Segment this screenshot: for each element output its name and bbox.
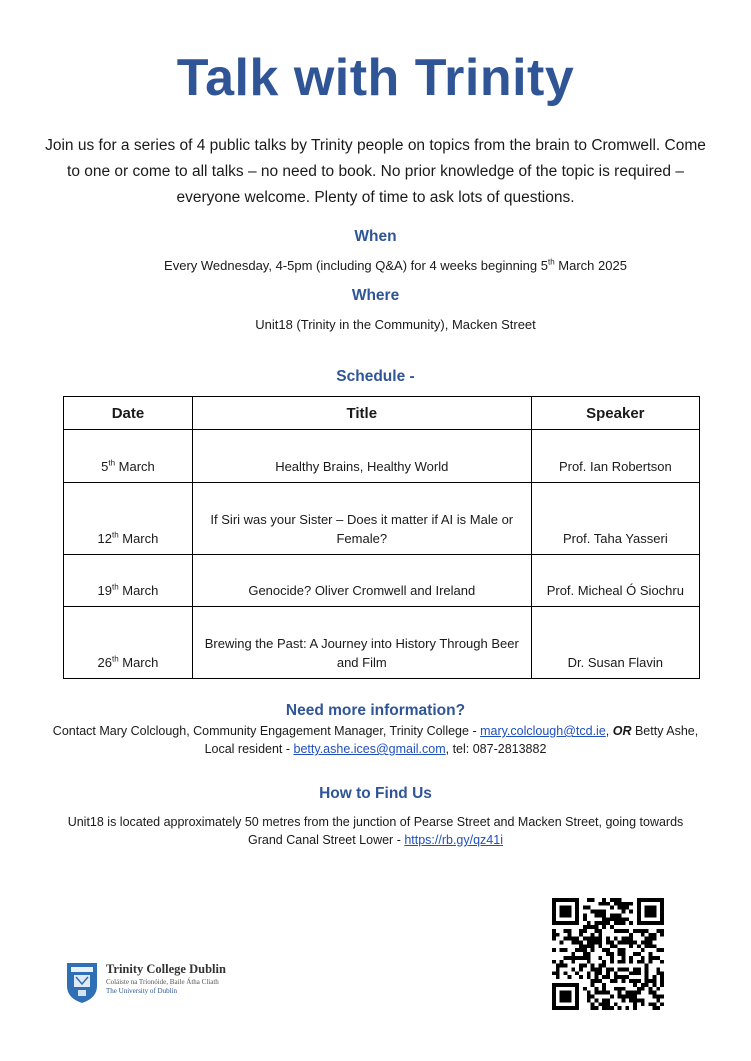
column-header-speaker: Speaker bbox=[531, 397, 699, 430]
schedule-heading: Schedule - bbox=[336, 368, 415, 385]
logo-sub: The University of Dublin bbox=[106, 987, 177, 995]
title-cell: Brewing the Past: A Journey into History Through Beer and Film bbox=[192, 607, 531, 679]
intro-paragraph: Join us for a series of 4 public talks by Trinity people on topics from the brain to Cromwell. Come to one or come to all talks – no need to book. No prior knowledge of the topic is required – everyone welcome. Plenty of time to ask lots of questions. bbox=[45, 137, 706, 206]
speaker-cell: Dr. Susan Flavin bbox=[531, 607, 699, 679]
date-cell: 5th March bbox=[64, 430, 193, 483]
date-cell: 12th March bbox=[64, 483, 193, 555]
find-heading: How to Find Us bbox=[319, 785, 432, 802]
when-heading: When bbox=[354, 228, 397, 245]
where-text: Unit18 (Trinity in the Community), Macken Street bbox=[255, 317, 536, 332]
title-cell: Genocide? Oliver Cromwell and Ireland bbox=[192, 555, 531, 607]
title-cell: If Siri was your Sister – Does it matter if AI is Male or Female? bbox=[192, 483, 531, 555]
title-cell: Healthy Brains, Healthy World bbox=[192, 430, 531, 483]
info-heading: Need more information? bbox=[285, 702, 466, 719]
schedule-table bbox=[63, 396, 700, 679]
table-header-row bbox=[64, 397, 700, 430]
contact-text: Contact Mary Colclough, Community Engagement Manager, Trinity College - mary.colclough@tcd.ie, OR Betty Ashe, Local resident - betty.ashe.ices@gmail.com, tel: 087-2813882 bbox=[52, 724, 699, 756]
qr-code-icon[interactable] bbox=[552, 898, 664, 1015]
table-row bbox=[64, 430, 700, 483]
find-text: Unit18 is located approximately 50 metres from the junction of Pearse Street and Macken Street, going towards Grand Canal Street Lower - https://rb.gy/qz41i bbox=[67, 815, 684, 847]
table-row bbox=[64, 607, 700, 679]
date-cell: 26th March bbox=[64, 607, 193, 679]
email-link-mary[interactable]: mary.colclough@tcd.ie bbox=[480, 724, 606, 738]
tcd-logo-text bbox=[106, 962, 226, 995]
date-cell: 19th March bbox=[64, 555, 193, 607]
table-row bbox=[64, 483, 700, 555]
column-header-title: Title bbox=[192, 397, 531, 430]
table-row bbox=[64, 555, 700, 607]
logo-irish: Coláiste na Tríonóide, Baile Átha Cliath bbox=[106, 978, 219, 986]
page-title: Talk with Trinity bbox=[176, 49, 575, 107]
map-link[interactable]: https://rb.gy/qz41i bbox=[404, 833, 503, 847]
where-heading: Where bbox=[351, 287, 400, 304]
logo-name: Trinity College Dublin bbox=[106, 962, 226, 976]
speaker-cell: Prof. Micheal Ó Siochru bbox=[531, 555, 699, 607]
speaker-cell: Prof. Ian Robertson bbox=[531, 430, 699, 483]
when-text: Every Wednesday, 4-5pm (including Q&A) for 4 weeks beginning 5th March 2025 bbox=[164, 257, 627, 273]
email-link-betty[interactable]: betty.ashe.ices@gmail.com bbox=[293, 742, 446, 756]
column-header-date: Date bbox=[64, 397, 193, 430]
speaker-cell: Prof. Taha Yasseri bbox=[531, 483, 699, 555]
tcd-crest-icon bbox=[66, 962, 98, 1009]
